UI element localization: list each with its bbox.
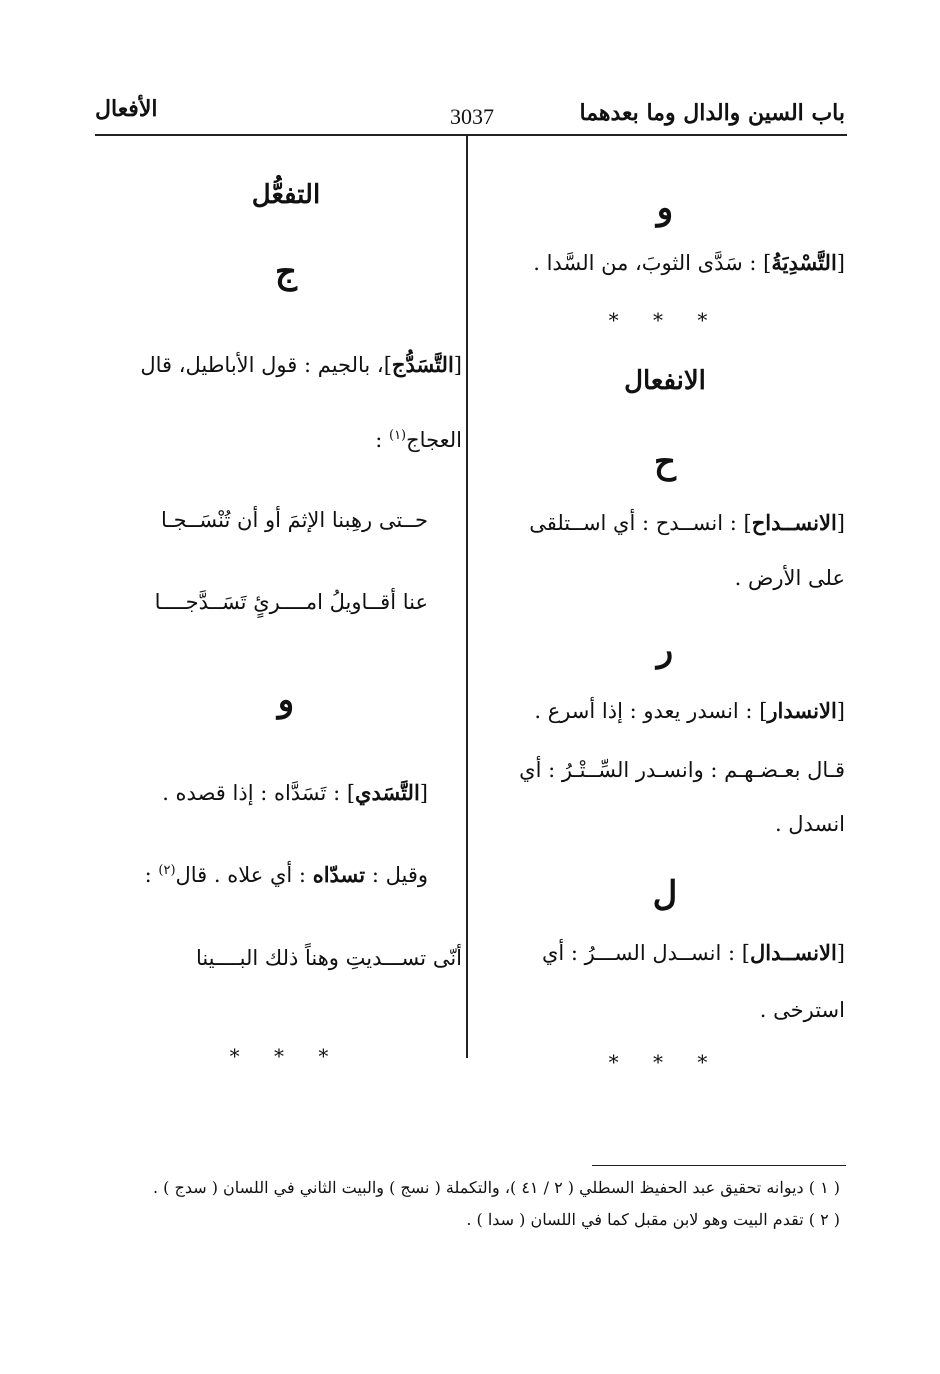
letter-heading-jim: ج <box>275 252 297 292</box>
entry-term: التَّسَدي <box>355 780 420 805</box>
separator-stars: * * * <box>229 1044 343 1068</box>
entry-continuation: قـال بعـضـهـم : وانسـدر السِّــتْـرُ : أي <box>519 758 845 782</box>
entry-definition: : سَدَّى الثوبَ، من السَّدا . <box>533 251 757 275</box>
entry-continuation: استرخى . <box>759 998 845 1022</box>
letter-heading-lam: ل <box>652 874 678 914</box>
footnote-2: ( ٢ ) تقدم البيت وهو لابن مقبل كما في اللسان ( سدا ) . <box>466 1210 840 1229</box>
letter-heading-ha: ح <box>654 442 676 482</box>
section-header: الأفعال <box>95 96 158 122</box>
entry-tasaddaj: [التَّسَدُّج]، بالجيم : قول الأباطيل، قال <box>140 352 462 377</box>
letter-heading-waw: و <box>277 680 295 720</box>
verse-line: أنّى تســـديتِ وهناً ذلك البــــينا <box>195 946 462 970</box>
chapter-title: باب السين والدال وما بعدهما <box>579 100 845 126</box>
entry-term: التَّسْدِيَةُ <box>771 250 837 275</box>
column-divider <box>466 136 468 1058</box>
letter-heading-waw: و <box>656 188 674 228</box>
entry-definition: : انسدر يعدو : إذا أسرع . <box>534 699 753 723</box>
entry-term: الانســدال <box>749 940 837 965</box>
section-title-infial: الانفعال <box>624 366 706 396</box>
section-title-tafaul: التفعُّل <box>251 180 321 210</box>
entry-insidar: [الانسدار] : انسدر يعدو : إذا أسرع . <box>534 698 845 723</box>
entry-continuation: العجاج$^{(١)}$ : <box>375 428 462 452</box>
entry-tasdiya: [التَّسْدِيَةُ] : سَدَّى الثوبَ، من السَّدا . <box>533 250 845 275</box>
separator-stars: * * * <box>608 308 722 332</box>
verse-line: عنا أقــاويلُ امــــرئٍ تَسَــدَّجــــا <box>154 590 428 614</box>
footnote-ref: (١) <box>388 428 407 443</box>
footnote-1: ( ١ ) ديوانه تحقيق عبد الحفيظ السطلي ( ٢ / ٤١ )، والتكملة ( نسج ) والبيت الثاني في اللسان ( سدج ) . <box>152 1178 840 1197</box>
entry-definition: : تَسَدَّاه : إذا قصده . <box>162 781 341 805</box>
letter-heading-ra: ر <box>656 630 674 670</box>
page-number: 3037 <box>450 104 494 129</box>
entry-qila: وقيل : تسدّاه : أي علاه . قال$^{(٢)}$ : <box>144 862 428 887</box>
footnote-divider <box>592 1165 846 1166</box>
entry-insidah: [الانســداح] : انســدح : أي اســتلقى <box>529 510 845 535</box>
header-divider <box>95 134 847 136</box>
entry-definition: ، بالجيم : قول الأباطيل، قال <box>140 353 384 377</box>
separator-stars: * * * <box>608 1050 722 1074</box>
verse-line: حــتى رهِبنا الإثمَ أو أن تُنْسَــجـا <box>161 508 428 532</box>
entry-continuation: على الأرض . <box>734 566 845 590</box>
footnote-ref: (٢) <box>158 863 176 878</box>
entry-term: تسدّاه <box>312 862 366 887</box>
entry-term: الانســداح <box>751 510 837 535</box>
entry-continuation: انسدل . <box>774 812 845 836</box>
entry-definition: : انســدح : أي اســتلقى <box>529 511 737 535</box>
entry-insidal: [الانســدال] : انســدل الســـرُ : أي <box>541 940 845 965</box>
entry-term: الانسدار <box>767 698 837 723</box>
entry-definition: : انســدل الســـرُ : أي <box>541 941 736 965</box>
entry-tasaddi: [التَّسَدي] : تَسَدَّاه : إذا قصده . <box>162 780 428 805</box>
entry-term: التَّسَدُّج <box>391 352 454 377</box>
